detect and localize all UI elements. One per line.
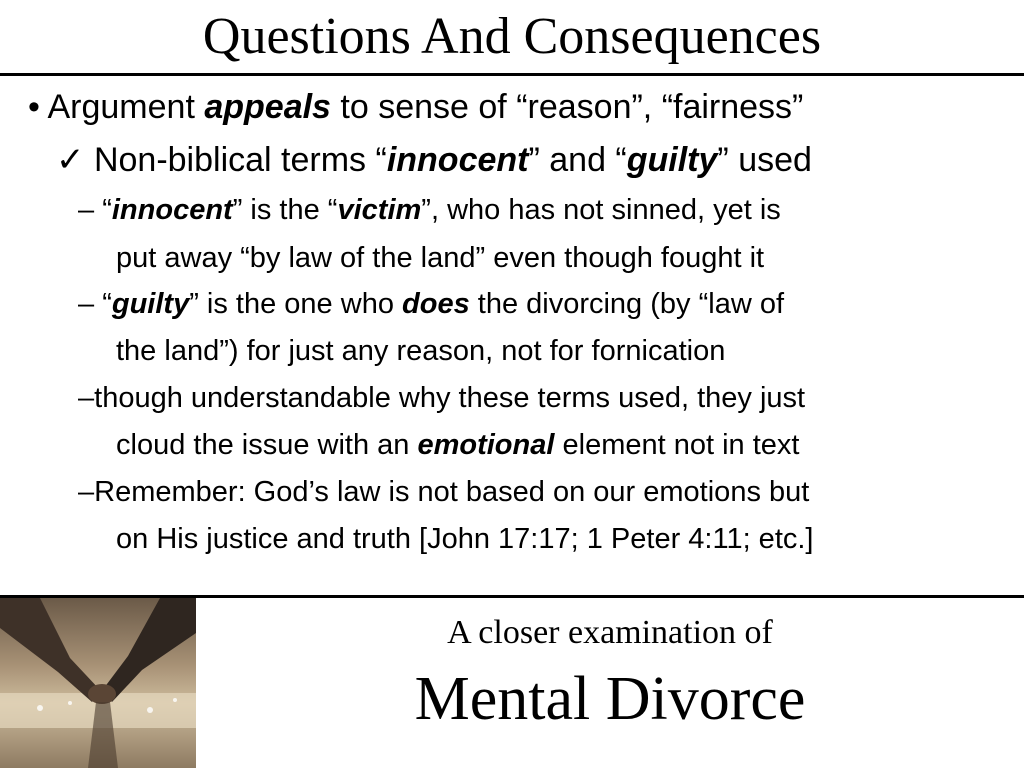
bullet-icon: • bbox=[28, 88, 40, 126]
dash-line-4: –Remember: God’s law is not based on our emotions but bbox=[78, 476, 810, 508]
slide-title: Questions And Consequences bbox=[202, 8, 822, 65]
dash-icon: – bbox=[78, 382, 95, 414]
dash-line-1-cont: put away “by law of the land” even though fought it bbox=[116, 242, 765, 274]
dash-line-3: –though understandable why these terms used, they just bbox=[78, 382, 806, 414]
dash-line-3-cont: cloud the issue with an emotional element not in text bbox=[116, 429, 800, 461]
subtitle-big: Mental Divorce bbox=[414, 665, 806, 733]
dash-line-2-cont: the land”) for just any reason, not for fornication bbox=[116, 335, 726, 367]
subtitle-small: A closer examination of bbox=[447, 614, 773, 651]
bullet-line-1: • Argument appeals to sense of “reason”, “fairness” bbox=[28, 88, 804, 126]
dash-icon: – bbox=[78, 288, 95, 320]
checkmark-icon: ✓ bbox=[56, 141, 85, 179]
dash-icon: – bbox=[78, 476, 95, 508]
dash-line-4-cont: on His justice and truth [John 17:17; 1 Peter 4:11; etc.] bbox=[116, 523, 814, 555]
photo-illustration bbox=[0, 598, 196, 768]
holding-hands-photo-icon bbox=[0, 598, 196, 768]
top-divider bbox=[0, 73, 1024, 76]
dash-line-1: – “innocent” is the “victim”, who has not sinned, yet is bbox=[78, 194, 781, 226]
dash-line-2: – “guilty” is the one who does the divorcing (by “law of bbox=[78, 288, 785, 320]
dash-icon: – bbox=[78, 194, 95, 226]
check-line: ✓ Non-biblical terms “innocent” and “guilty” used bbox=[56, 141, 812, 179]
